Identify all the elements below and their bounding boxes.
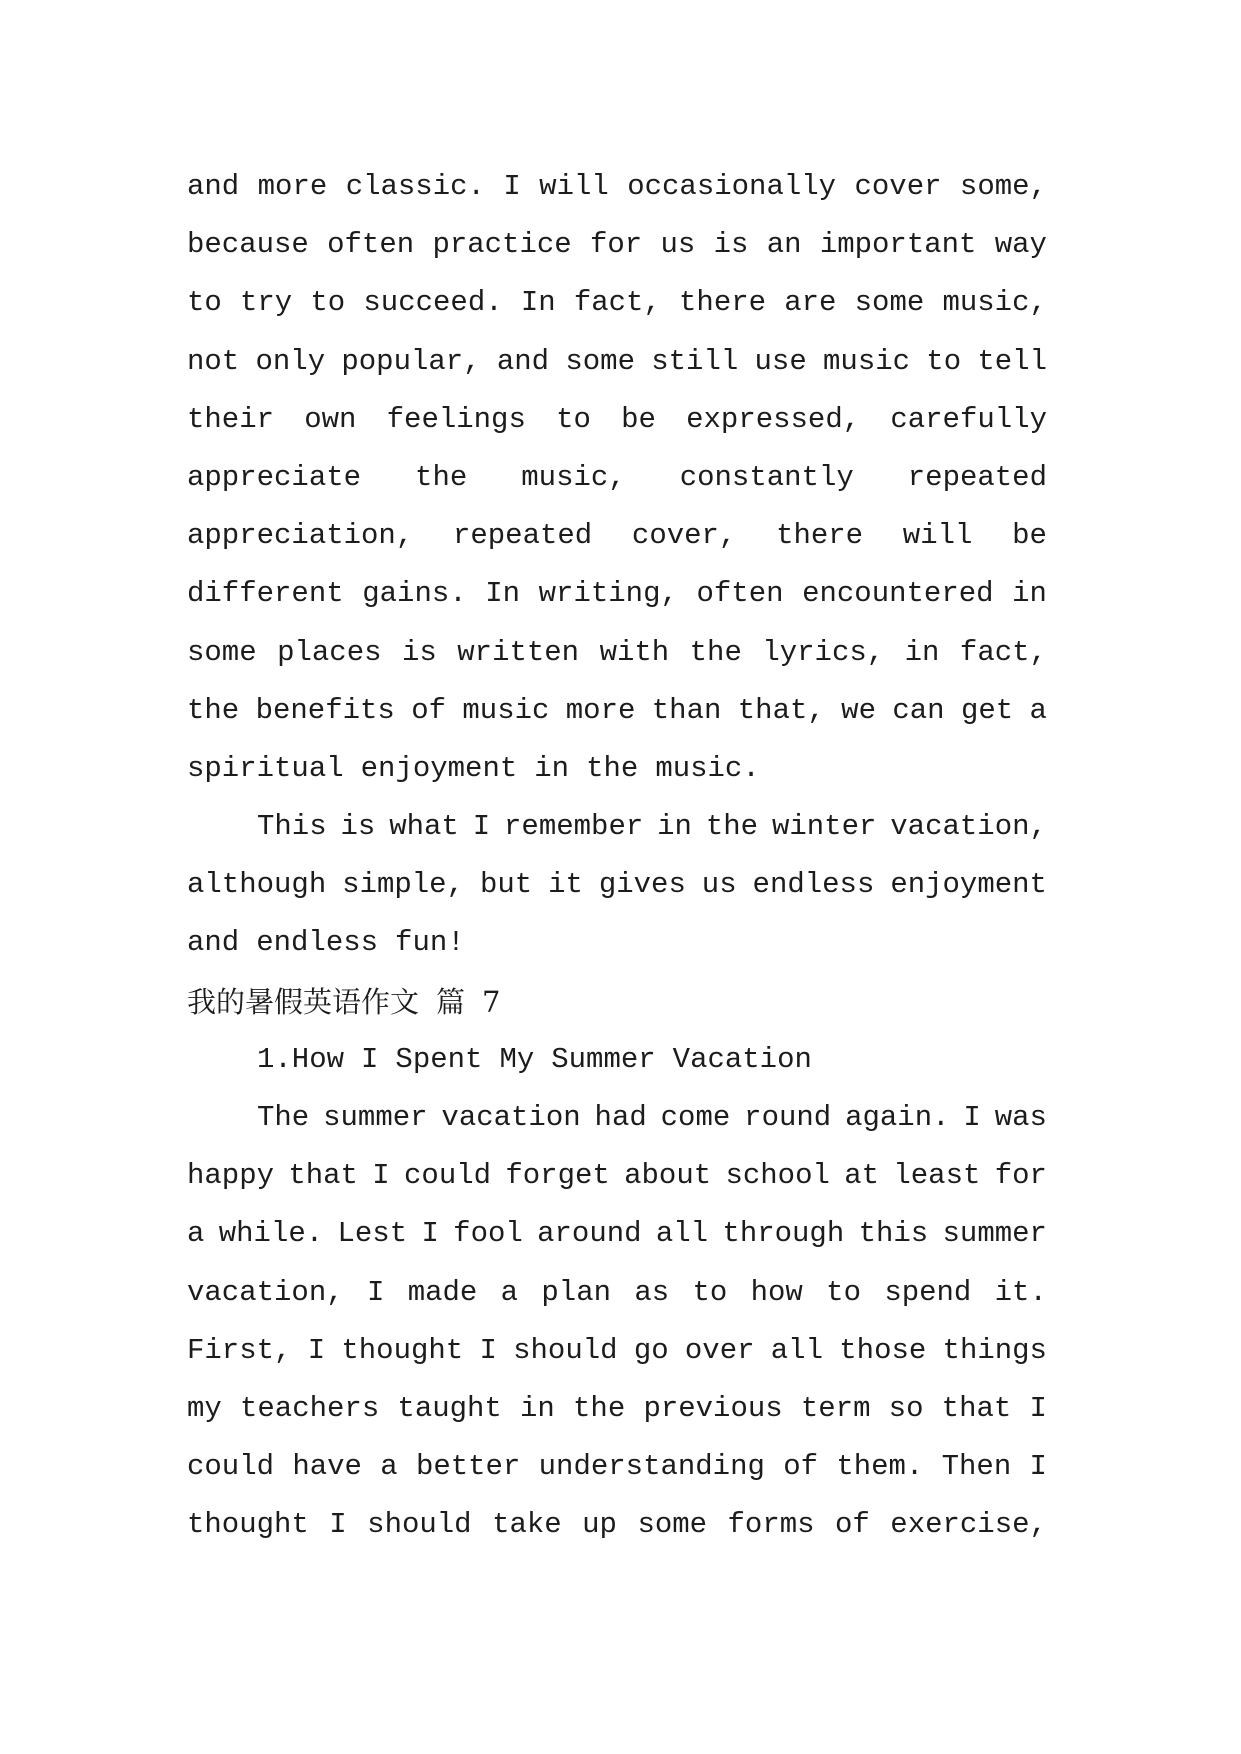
word: appreciate [187, 460, 362, 494]
word: thought [341, 1333, 464, 1367]
word: while. [218, 1217, 324, 1251]
word: over [684, 1333, 755, 1367]
word: should [513, 1333, 618, 1367]
word: that [941, 1391, 1012, 1425]
word: that [288, 1159, 358, 1193]
word: at [844, 1159, 880, 1193]
section-heading [187, 973, 1047, 1031]
word: about [624, 1159, 712, 1193]
word: Lest [337, 1217, 408, 1251]
word: I [366, 1275, 385, 1309]
word: in [520, 1391, 555, 1425]
word: cover [854, 170, 942, 203]
text-line [187, 1496, 1047, 1554]
word: popular, [341, 344, 481, 378]
word: should [367, 1508, 472, 1542]
word: exercise, [890, 1508, 1047, 1542]
text-line [187, 682, 1047, 740]
word: how [750, 1275, 803, 1309]
word: up [582, 1508, 617, 1542]
word: be [1012, 519, 1047, 553]
word: vacation [441, 1101, 581, 1134]
word: understanding [538, 1450, 765, 1484]
word: spend [884, 1275, 972, 1309]
word: endless [752, 868, 875, 902]
word: some, [959, 170, 1047, 203]
word: be [621, 402, 656, 436]
word: us [660, 228, 696, 262]
word: lyrics, [762, 635, 885, 669]
word: enjoyment [360, 751, 518, 785]
word: music [462, 693, 550, 727]
word: because [187, 228, 309, 262]
word: could [404, 1159, 492, 1193]
word: teachers [240, 1391, 380, 1425]
word: through [722, 1217, 845, 1251]
word: summer [942, 1217, 1047, 1251]
word: of [835, 1508, 870, 1542]
word: I [472, 810, 491, 844]
word: gains. [362, 577, 467, 611]
word: 1.How [257, 1042, 345, 1076]
word: things [942, 1333, 1047, 1367]
word: I [421, 1217, 439, 1251]
word: around [537, 1217, 642, 1251]
word: I [503, 170, 521, 203]
word: an [766, 228, 802, 262]
word: summer [323, 1101, 428, 1134]
word: music [823, 344, 911, 378]
word: school [725, 1159, 830, 1193]
word: music, [521, 460, 626, 494]
word: was [994, 1101, 1047, 1134]
word: I [963, 1101, 981, 1134]
text-line [187, 333, 1047, 391]
word: important [819, 228, 977, 262]
word: I [479, 1333, 497, 1367]
word: better [415, 1450, 521, 1484]
text-line [187, 856, 1047, 914]
word: get [960, 693, 1014, 727]
word: I [1029, 1391, 1047, 1425]
word: repeated [907, 460, 1047, 494]
word: a [1029, 693, 1047, 727]
word: cover, [631, 519, 737, 553]
word: written [457, 635, 580, 669]
word: succeed. [363, 286, 503, 320]
word: Vacation [672, 1042, 812, 1076]
text-line [187, 1147, 1047, 1205]
word: happy [187, 1159, 275, 1193]
word: this [858, 1217, 929, 1251]
word: remember [504, 810, 644, 844]
word: own [304, 402, 357, 436]
word: are [784, 286, 837, 320]
word: in [1012, 577, 1047, 611]
word: the [586, 751, 639, 785]
word: still [651, 344, 739, 378]
text-line [187, 274, 1047, 332]
word: them. [836, 1450, 924, 1484]
essay-title [187, 1031, 1047, 1089]
word: This [257, 810, 327, 844]
word: more [257, 170, 328, 203]
word: a [187, 1217, 205, 1251]
word: only [255, 344, 326, 378]
word: that, [737, 693, 825, 727]
word: 篇 [436, 984, 466, 1019]
word: fool [453, 1217, 523, 1251]
word: than [651, 693, 722, 727]
word: in [534, 751, 570, 785]
word: I [329, 1508, 347, 1542]
word: classic. [345, 170, 485, 203]
word: gives [598, 868, 686, 902]
word: us [701, 868, 737, 902]
word: as [634, 1275, 670, 1309]
word: come [660, 1101, 731, 1134]
word: fact, [573, 286, 661, 320]
text-line [187, 565, 1047, 623]
word: with [599, 635, 670, 669]
word: endless [256, 926, 379, 960]
word: those [839, 1333, 927, 1367]
text-line [187, 1380, 1047, 1438]
word: all [770, 1333, 823, 1367]
word: the [415, 460, 468, 494]
word: vacation, [187, 1275, 344, 1309]
word: places [277, 635, 382, 669]
word: carefully [890, 402, 1047, 436]
word: made [407, 1275, 478, 1309]
word: some [854, 286, 925, 320]
text-line [187, 914, 1047, 972]
word: the [187, 693, 240, 727]
word: taught [397, 1391, 502, 1425]
text-line [187, 216, 1047, 274]
word: some [187, 635, 257, 669]
word: is [713, 228, 749, 262]
word: In [520, 286, 556, 320]
word: have [292, 1450, 362, 1484]
text-line [187, 740, 1047, 798]
word: spiritual [187, 751, 344, 785]
word: and [187, 926, 240, 960]
word: occasionally [627, 170, 837, 203]
word: and [187, 170, 240, 203]
word: although [187, 868, 327, 902]
word: there [679, 286, 767, 320]
word: but [479, 868, 533, 902]
word: In [485, 577, 521, 611]
text-line [187, 624, 1047, 682]
text-line [187, 798, 1047, 856]
word: different [187, 577, 344, 611]
word: more [565, 693, 636, 727]
word: plan [541, 1275, 612, 1309]
word: could [187, 1450, 275, 1484]
word: tell [977, 344, 1047, 378]
word: Spent [395, 1042, 483, 1076]
word: try [240, 286, 293, 320]
word: forms [727, 1508, 815, 1542]
word: to [926, 344, 962, 378]
word: and [496, 344, 550, 378]
word: expressed, [686, 402, 861, 436]
word: of [411, 693, 447, 727]
word: The [257, 1101, 310, 1134]
text-line [187, 507, 1047, 565]
word: often [327, 228, 415, 262]
word: my [187, 1391, 222, 1425]
text-line [187, 1089, 1047, 1147]
word: some [637, 1508, 708, 1542]
text-line [187, 1322, 1047, 1380]
word: in [657, 810, 692, 844]
word: constantly [679, 460, 854, 494]
word: encountered [802, 577, 994, 611]
word: had [594, 1101, 647, 1134]
word: term [800, 1391, 871, 1425]
word: some [565, 344, 635, 378]
word: often [696, 577, 784, 611]
word: the [705, 810, 759, 844]
word: of [783, 1450, 819, 1484]
word: will [539, 170, 609, 203]
word: feelings [386, 402, 526, 436]
word: a [500, 1275, 519, 1309]
word: benefits [255, 693, 395, 727]
word: round [744, 1101, 832, 1134]
word: we [841, 693, 876, 727]
word: it [548, 868, 583, 902]
word: to [187, 286, 222, 320]
word: least [893, 1159, 981, 1193]
word: fun! [395, 926, 465, 960]
word: not [187, 344, 240, 378]
word: what [389, 810, 459, 844]
word: in [904, 635, 940, 669]
text-line [187, 391, 1047, 449]
word: take [492, 1508, 562, 1542]
word: the [573, 1391, 626, 1425]
word: appreciation, [187, 519, 414, 553]
word: I [361, 1042, 379, 1076]
word: repeated [452, 519, 593, 553]
word: 我的暑假英语作文 [187, 984, 420, 1019]
word: is [340, 810, 376, 844]
word: music. [655, 751, 760, 785]
word: again. [845, 1101, 950, 1134]
word: forget [505, 1159, 610, 1193]
text-line [187, 1438, 1047, 1496]
word: enjoyment [890, 868, 1047, 902]
word: to [826, 1275, 861, 1309]
word: 7 [482, 984, 501, 1019]
word: so [888, 1391, 924, 1425]
word: writing, [538, 577, 678, 611]
word: Summer [551, 1042, 656, 1076]
word: there [776, 519, 864, 553]
text-line [187, 1205, 1047, 1263]
word: will [902, 519, 973, 553]
word: for [589, 228, 643, 262]
word: Then [941, 1450, 1012, 1484]
document-body [187, 158, 1047, 1555]
word: to [692, 1275, 728, 1309]
word: the [689, 635, 742, 669]
word: it. [994, 1275, 1047, 1309]
text-line [187, 449, 1047, 507]
word: their [187, 402, 275, 436]
word: use [754, 344, 807, 378]
word: simple, [342, 868, 464, 902]
word: is [401, 635, 437, 669]
text-line [187, 158, 1047, 216]
word: to [556, 402, 591, 436]
word: thought [187, 1508, 309, 1542]
text-line [187, 1264, 1047, 1322]
word: previous [643, 1391, 783, 1425]
word: to [310, 286, 346, 320]
word: First, [187, 1333, 292, 1367]
word: winter [771, 810, 877, 844]
word: fact, [959, 635, 1047, 669]
word: a [380, 1450, 398, 1484]
word: can [892, 693, 945, 727]
word: practice [432, 228, 572, 262]
word: vacation, [890, 810, 1047, 844]
word: music, [942, 286, 1047, 320]
word: I [372, 1159, 390, 1193]
word: My [499, 1042, 535, 1076]
word: way [994, 228, 1047, 262]
word: I [307, 1333, 326, 1367]
word: I [1029, 1450, 1047, 1484]
word: all [655, 1217, 709, 1251]
word: for [994, 1159, 1047, 1193]
word: go [633, 1333, 669, 1367]
